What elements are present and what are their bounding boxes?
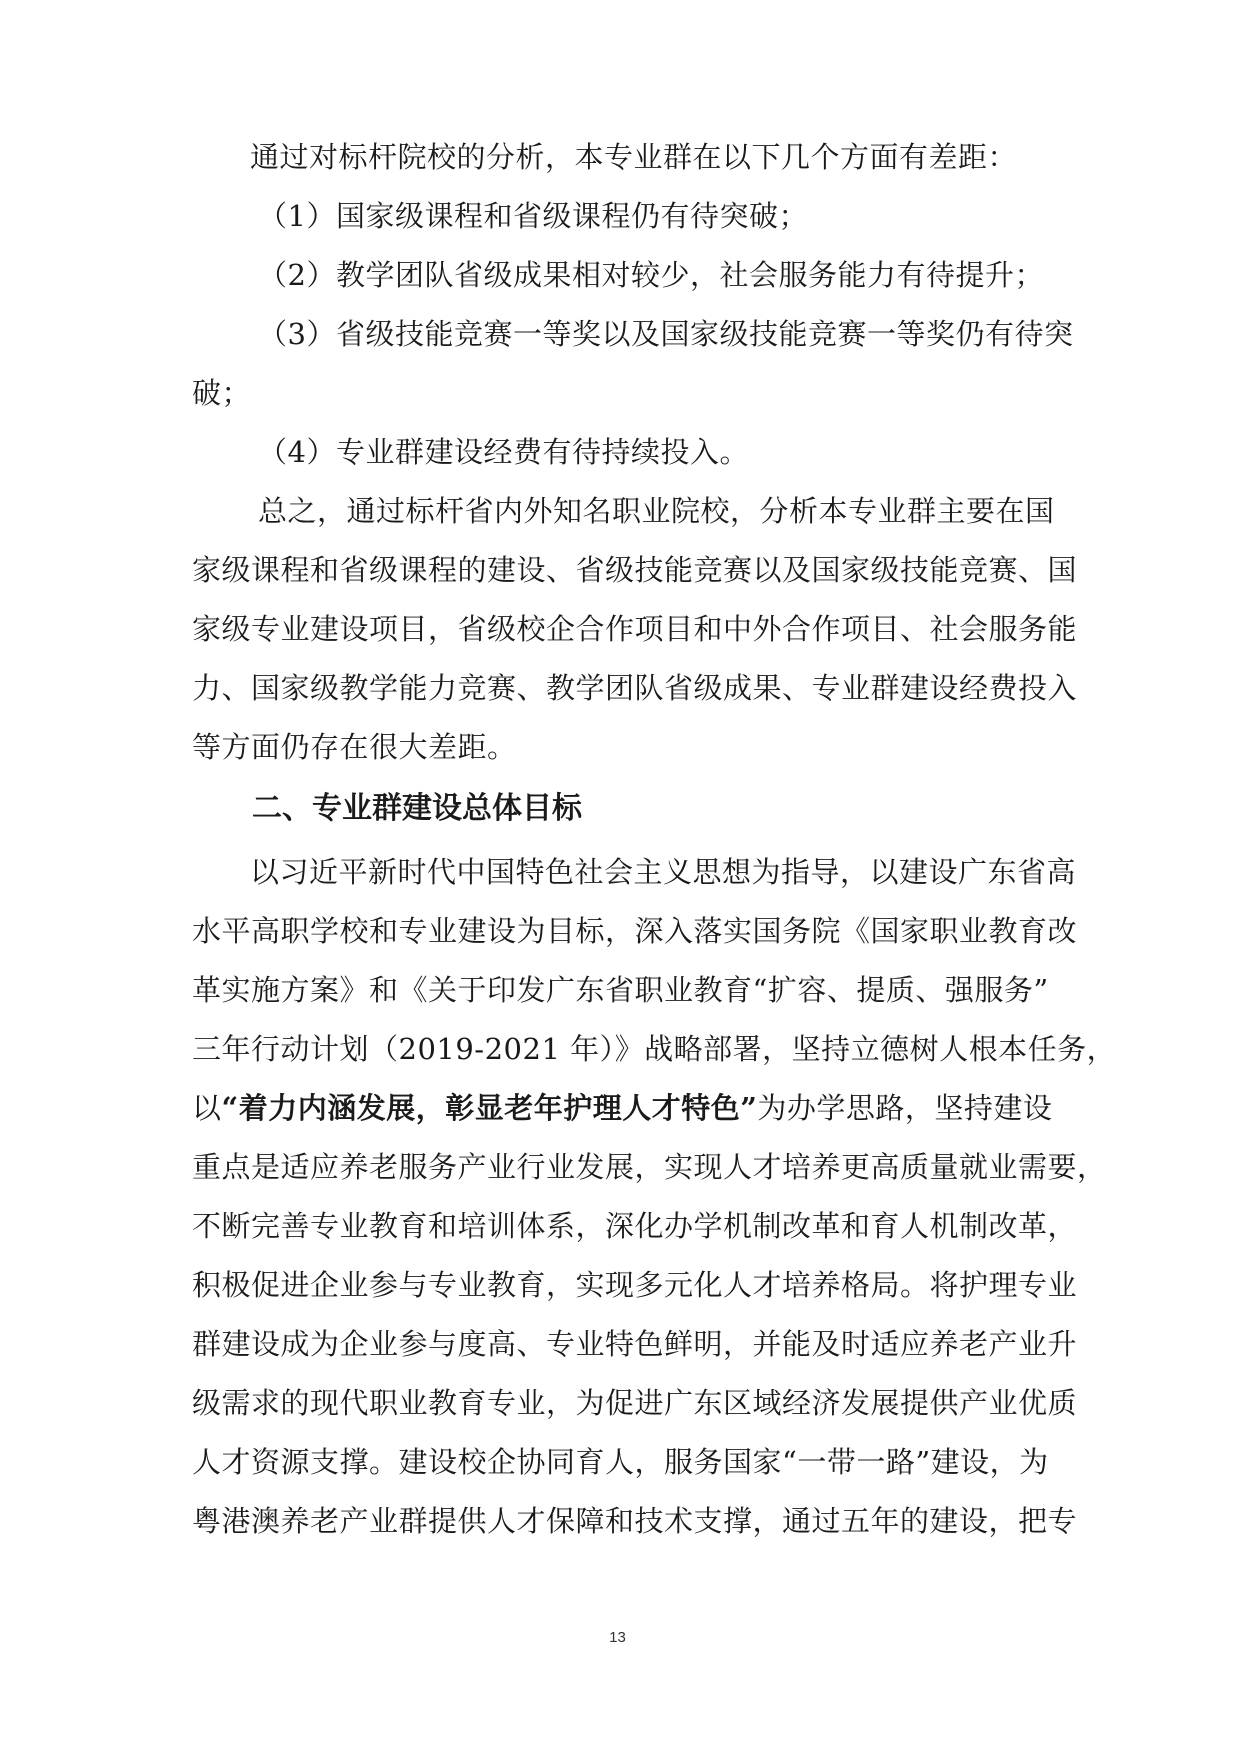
goal-line-9: 群建设成为企业参与度高、专业特色鲜明，并能及时适应养老产业升 bbox=[192, 1326, 1078, 1361]
gap-item-1: （1）国家级课程和省级课程仍有待突破； bbox=[258, 199, 808, 233]
summary-line-4: 力、国家级教学能力竞赛、教学团队省级成果、专业群建设经费投入 bbox=[192, 671, 1078, 705]
page-number: 13 bbox=[609, 1629, 626, 1646]
gap-item-4: （4）专业群建设经费有待持续投入。 bbox=[258, 435, 749, 469]
goal-line-3: 革实施方案》和《关于印发广东省职业教育“扩容、提质、强服务” bbox=[192, 972, 1049, 1007]
goal-line-6: 重点是适应养老服务产业行业发展，实现人才培养更高质量就业需要， bbox=[192, 1149, 1107, 1184]
summary-line-3: 家级专业建设项目，省级校企合作项目和中外合作项目、社会服务能 bbox=[192, 612, 1078, 646]
school-motto-emphasis: “着力内涵发展，彰显老年护理人才特色” bbox=[221, 1090, 758, 1125]
goal-line-5-suffix: 为办学思路，坚持建设 bbox=[757, 1090, 1053, 1125]
goal-line-7: 不断完善专业教育和培训体系，深化办学机制改革和育人机制改革， bbox=[192, 1208, 1078, 1243]
gap-item-3-continued: 破； bbox=[192, 376, 252, 410]
document-body bbox=[192, 138, 1117, 1540]
goal-line-1: 以习近平新时代中国特色社会主义思想为指导，以建设广东省高 bbox=[250, 854, 1077, 889]
gap-item-2: （2）教学团队省级成果相对较少，社会服务能力有待提升； bbox=[258, 258, 1044, 292]
goal-line-2: 水平高职学校和专业建设为目标，深入落实国务院《国家职业教育改 bbox=[192, 913, 1078, 948]
gap-analysis-lead: 通过对标杆院校的分析，本专业群在以下几个方面有差距： bbox=[250, 140, 1018, 174]
goal-line-11: 人才资源支撑。建设校企协同育人，服务国家“一带一路”建设，为 bbox=[192, 1444, 1049, 1479]
gap-item-3: （3）省级技能竞赛一等奖以及国家级技能竞赛一等奖仍有待突 bbox=[258, 317, 1074, 351]
goal-line-10: 级需求的现代职业教育专业，为促进广东区域经济发展提供产业优质 bbox=[192, 1385, 1078, 1420]
section-heading: 二、专业群建设总体目标 bbox=[252, 791, 582, 826]
summary-line-1: 总之，通过标杆省内外知名职业院校，分析本专业群主要在国 bbox=[258, 494, 1055, 528]
summary-line-5: 等方面仍存在很大差距。 bbox=[192, 730, 517, 764]
summary-line-2: 家级课程和省级课程的建设、省级技能竞赛以及国家级技能竞赛、国 bbox=[192, 553, 1078, 587]
goal-line-12: 粤港澳养老产业群提供人才保障和技术支撑，通过五年的建设，把专 bbox=[192, 1503, 1078, 1538]
goal-line-5 bbox=[192, 1089, 1052, 1127]
goal-line-8: 积极促进企业参与专业教育，实现多元化人才培养格局。将护理专业 bbox=[192, 1267, 1078, 1302]
goal-line-4: 三年行动计划（2019-2021 年）》战略部署，坚持立德树人根本任务， bbox=[192, 1031, 1117, 1066]
goal-line-5-prefix: 以 bbox=[192, 1090, 222, 1125]
